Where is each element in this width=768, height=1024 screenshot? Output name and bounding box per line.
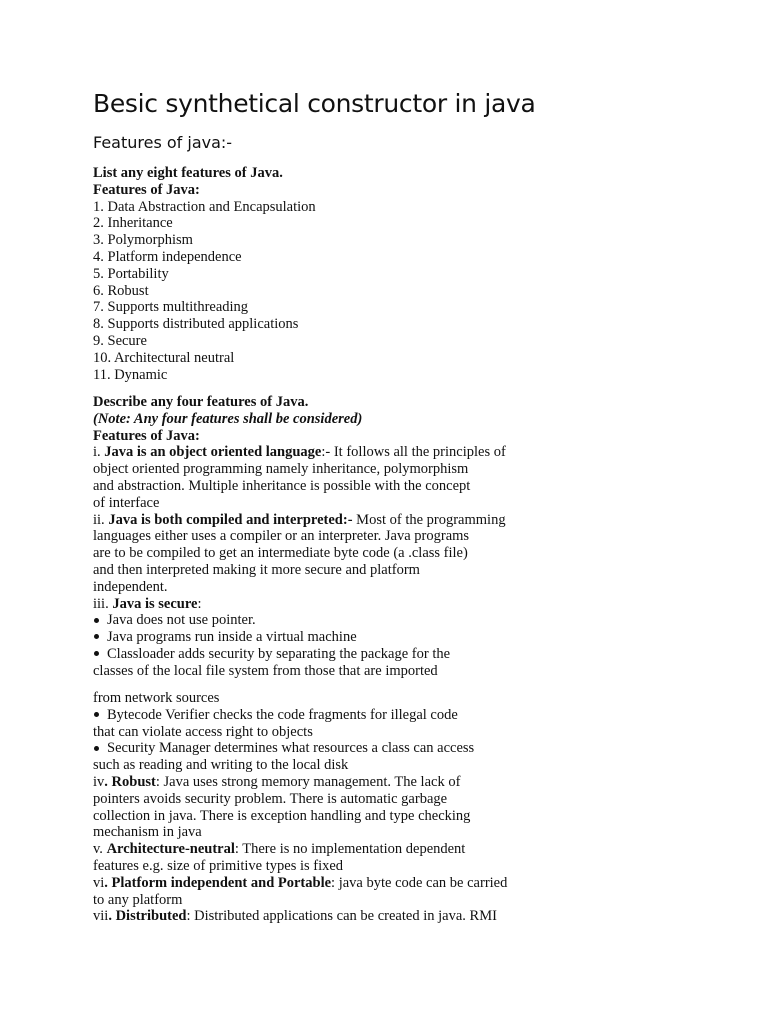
list-item: 1. Data Abstraction and Encapsulation: [93, 198, 316, 215]
describe-heading: Features of Java:: [93, 427, 200, 444]
list-item: 2. Inheritance: [93, 215, 173, 232]
list-heading: Features of Java:: [93, 181, 200, 198]
bullet-item: [93, 629, 653, 646]
feature-oop-first-line: [93, 444, 653, 461]
list-item: 10. Architectural neutral: [93, 349, 235, 366]
list-item: 3. Polymorphism: [93, 232, 193, 249]
bullet-text: Java does not use pointer.: [107, 612, 256, 629]
feature-name: Java is both compiled and interpreted:-: [108, 511, 353, 528]
describe-question: Describe any four features of Java.: [93, 394, 309, 410]
bullet-icon: [93, 740, 107, 757]
feature-text-line: collection in java. There is exception handling and type checking: [93, 807, 471, 824]
feature-name: Architecture-neutral: [106, 841, 235, 858]
feature-distributed-first-line: [93, 908, 653, 925]
bullet-icon: [93, 646, 107, 663]
bullet-icon: [93, 612, 107, 629]
list-item: 9. Secure: [93, 332, 147, 349]
feature-text-line: object oriented programming namely inheritance, polymorphism: [93, 461, 469, 478]
feature-text-line: independent.: [93, 578, 168, 595]
feature-number: iii.: [93, 595, 113, 612]
bullet-icon: [93, 707, 107, 724]
feature-text-line: and abstraction. Multiple inheritance is possible with the concept: [93, 477, 471, 494]
feature-text: :: [197, 595, 202, 612]
feature-name: . Platform independent and Portable: [104, 874, 332, 891]
feature-text: : Distributed applications can be created in java. RMI: [186, 908, 497, 925]
feature-text-line: such as reading and writing to the local disk: [93, 757, 349, 774]
features-list-section: [93, 165, 653, 383]
feature-number: v.: [93, 841, 107, 858]
describe-note: (Note: Any four features shall be considered): [93, 410, 363, 427]
list-question: List any eight features of Java.: [93, 165, 283, 181]
feature-robust-first-line: [93, 774, 653, 791]
list-item: 8. Supports distributed applications: [93, 316, 299, 333]
feature-text-line: of interface: [93, 494, 160, 511]
bullet-icon: [93, 629, 107, 646]
feature-name: . Robust: [104, 773, 156, 790]
feature-text-line: features e.g. size of primitive types is fixed: [93, 857, 344, 874]
feature-text-line: are to be compiled to get an intermediate byte code (a .class file): [93, 545, 468, 562]
feature-text: : Java uses strong memory management. The lack of: [155, 773, 461, 790]
feature-text: : java byte code can be carried: [331, 874, 508, 891]
feature-text-line: to any platform: [93, 891, 183, 908]
list-item: 4. Platform independence: [93, 248, 242, 265]
feature-text-line: and then interpreted making it more secure and platform: [93, 561, 420, 578]
document-title: Besic synthetical constructor in java: [93, 89, 536, 118]
feature-text: Most of the programming: [352, 511, 506, 528]
bullet-item: [93, 646, 653, 663]
describe-features-section: [93, 394, 653, 680]
bullet-item: [93, 612, 653, 629]
feature-number: ii.: [93, 511, 109, 528]
feature-text-line: from network sources: [93, 690, 220, 706]
feature-platform-first-line: [93, 875, 653, 892]
bullet-item: [93, 740, 653, 757]
document-subtitle: Features of java:-: [93, 133, 233, 152]
feature-name: Java is secure: [112, 595, 198, 612]
bullet-text: Classloader adds security by separating the package for the: [107, 645, 451, 662]
bullet-text: Java programs run inside a virtual machine: [107, 629, 357, 646]
continued-section: [93, 690, 653, 925]
feature-text: :- It follows all the principles of: [321, 444, 506, 461]
feature-arch-neutral-first-line: [93, 841, 653, 858]
list-item: 6. Robust: [93, 282, 149, 299]
feature-name: Java is an object oriented language: [104, 444, 322, 461]
list-item: 11. Dynamic: [93, 366, 168, 383]
feature-text-line: that can violate access right to objects: [93, 723, 313, 740]
list-item: 5. Portability: [93, 265, 169, 282]
bullet-text: Bytecode Verifier checks the code fragments for illegal code: [107, 706, 458, 723]
list-item: 7. Supports multithreading: [93, 299, 249, 316]
feature-compiled-first-line: [93, 512, 653, 529]
feature-number: vii: [93, 908, 109, 925]
feature-text-line: pointers avoids security problem. There is automatic garbage: [93, 790, 448, 807]
feature-text-line: languages either uses a compiler or an interpreter. Java programs: [93, 528, 470, 545]
feature-number: vi: [93, 874, 105, 891]
feature-number: iv: [93, 773, 105, 790]
feature-secure-first-line: [93, 596, 653, 613]
feature-name: . Distributed: [108, 908, 187, 925]
feature-text-line: classes of the local file system from those that are imported: [93, 662, 438, 679]
feature-number: i.: [93, 444, 105, 461]
bullet-item: [93, 707, 653, 724]
feature-text: : There is no implementation dependent: [234, 841, 466, 858]
bullet-text: Security Manager determines what resources a class can access: [107, 740, 475, 757]
feature-text-line: mechanism in java: [93, 824, 202, 841]
